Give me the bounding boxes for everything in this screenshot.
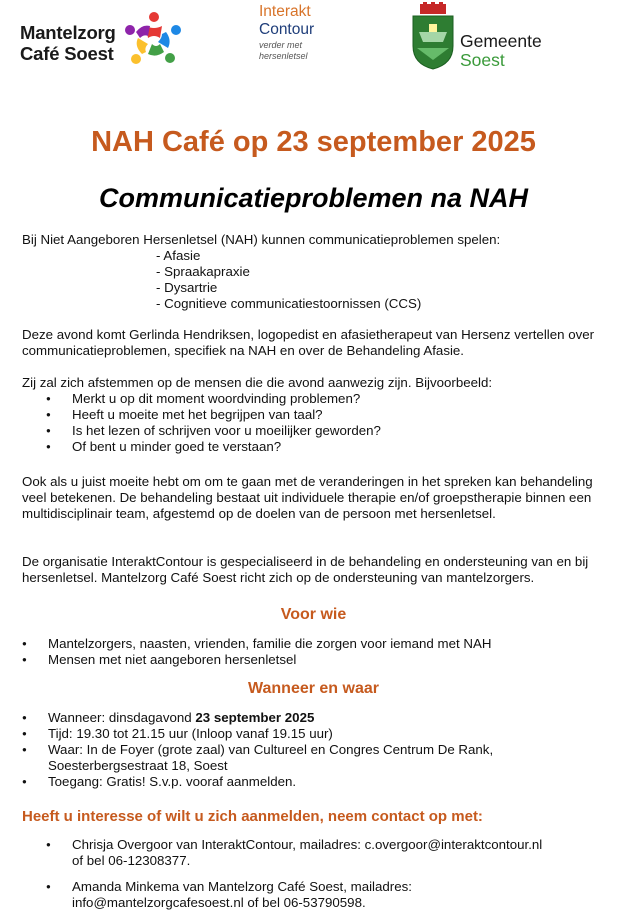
list-item: ● Heeft u moeite met het begrijpen van taal? xyxy=(46,407,381,423)
intro-paragraph: Bij Niet Aangeboren Hersenletsel (NAH) kunnen communicatieproblemen spelen: xyxy=(22,232,501,247)
contact-heading: Heeft u interesse of wilt u zich aanmelden, neem contact op met: xyxy=(22,808,483,825)
voor-wie-list xyxy=(22,636,491,668)
list-item xyxy=(46,837,542,869)
mantelzorg-logo-line1: Mantelzorg xyxy=(20,22,116,43)
people-circle-icon xyxy=(122,10,186,68)
list-item: - Dysartrie xyxy=(156,280,218,295)
contact1-line1: Chrisja Overgoor van InteraktContour, mailadres: c.overgoor@interaktcontour.nl xyxy=(72,837,543,852)
interakt-logo-line1: Interakt xyxy=(259,3,311,20)
speaker-paragraph: Deze avond komt Gerlinda Hendriksen, logopedist en afasietherapeut van Hersenz vertellen over communicatieproblemen, specifiek na NAH en over de Behandeling Afasie. xyxy=(22,327,595,358)
mantelzorg-cafe-soest-logo xyxy=(20,10,185,68)
list-item: - Afasie xyxy=(156,248,201,263)
examples-list xyxy=(46,391,381,455)
mantelzorg-logo-line2: Café Soest xyxy=(20,43,114,64)
interakt-logo-line2: Contour xyxy=(259,21,315,38)
voor-wie-heading: Voor wie xyxy=(280,606,347,623)
coat-of-arms-icon xyxy=(411,2,455,70)
list-item: ● Mantelzorgers, naasten, vrienden, familie die zorgen voor iemand met NAH xyxy=(22,636,491,652)
contact2-line2: info@mantelzorgcafesoest.nl of bel 06-53790598. xyxy=(72,895,366,910)
list-item: ● Tijd: 19.30 tot 21.15 uur (Inloop vanaf 19.15 uur) xyxy=(22,726,493,742)
organisation-paragraph: De organisatie InteraktContour is gespecialiseerd in de behandeling en ondersteuning van en bij hersenletsel. Mantelzorg Café Soest richt zich op de ondersteuning van mantelzorgers. xyxy=(22,554,589,585)
list-item xyxy=(22,742,493,774)
page-title: NAH Café op 23 september 2025 xyxy=(91,126,536,158)
contact2-line1: Amanda Minkema van Mantelzorg Café Soest, mailadres: xyxy=(72,879,412,894)
list-item xyxy=(22,710,493,726)
interakt-tagline1: verder met xyxy=(259,40,303,50)
list-item: - Cognitieve communicatiestoornissen (CCS) xyxy=(156,296,422,311)
examples-intro: Zij zal zich afstemmen op de mensen die die avond aanwezig zijn. Bijvoorbeeld: xyxy=(22,375,493,390)
page-subtitle: Communicatieproblemen na NAH xyxy=(98,183,529,213)
problems-list xyxy=(156,248,421,312)
interakt-tagline2: hersenletsel xyxy=(259,51,308,61)
wanneer-heading: Wanneer en waar xyxy=(247,680,379,697)
list-item xyxy=(46,879,542,911)
contact-list xyxy=(46,837,542,911)
gemeente-logo-line1: Gemeente xyxy=(460,31,542,51)
list-item: ● Merkt u op dit moment woordvinding problemen? xyxy=(46,391,381,407)
list-item: - Spraakapraxie xyxy=(156,264,250,279)
when-date: 23 september 2025 xyxy=(195,710,315,725)
list-item: ● Mensen met niet aangeboren hersenletsel xyxy=(22,652,491,668)
logo-bar xyxy=(0,0,627,80)
where-line1: Waar: In de Foyer (grote zaal) van Cultureel en Congres Centrum De Rank, xyxy=(48,742,494,757)
list-item: ● Toegang: Gratis! S.v.p. vooraf aanmelden. xyxy=(22,774,493,790)
where-line2: Soesterbergsestraat 18, Soest xyxy=(48,758,228,773)
gemeente-soest-logo xyxy=(411,2,571,70)
wanneer-list xyxy=(22,710,493,790)
contact1-line2: of bel 06-12308377. xyxy=(72,853,191,868)
gemeente-logo-line2: Soest xyxy=(460,50,505,70)
list-item: ● Of bent u minder goed te verstaan? xyxy=(46,439,381,455)
treatment-paragraph: Ook als u juist moeite hebt om om te gaan met de veranderingen in het spreken kan behandeling veel betekenen. De behandeling bestaat uit individuele therapie en/of groepstherapie binnen een multidisciplinair team, afgestemd op de doelen van de persoon met hersenletsel. xyxy=(22,474,593,521)
interaktcontour-logo xyxy=(259,3,369,63)
list-item: ● Is het lezen of schrijven voor u moeilijker geworden? xyxy=(46,423,381,439)
when-label: Wanneer: dinsdagavond xyxy=(48,710,196,725)
